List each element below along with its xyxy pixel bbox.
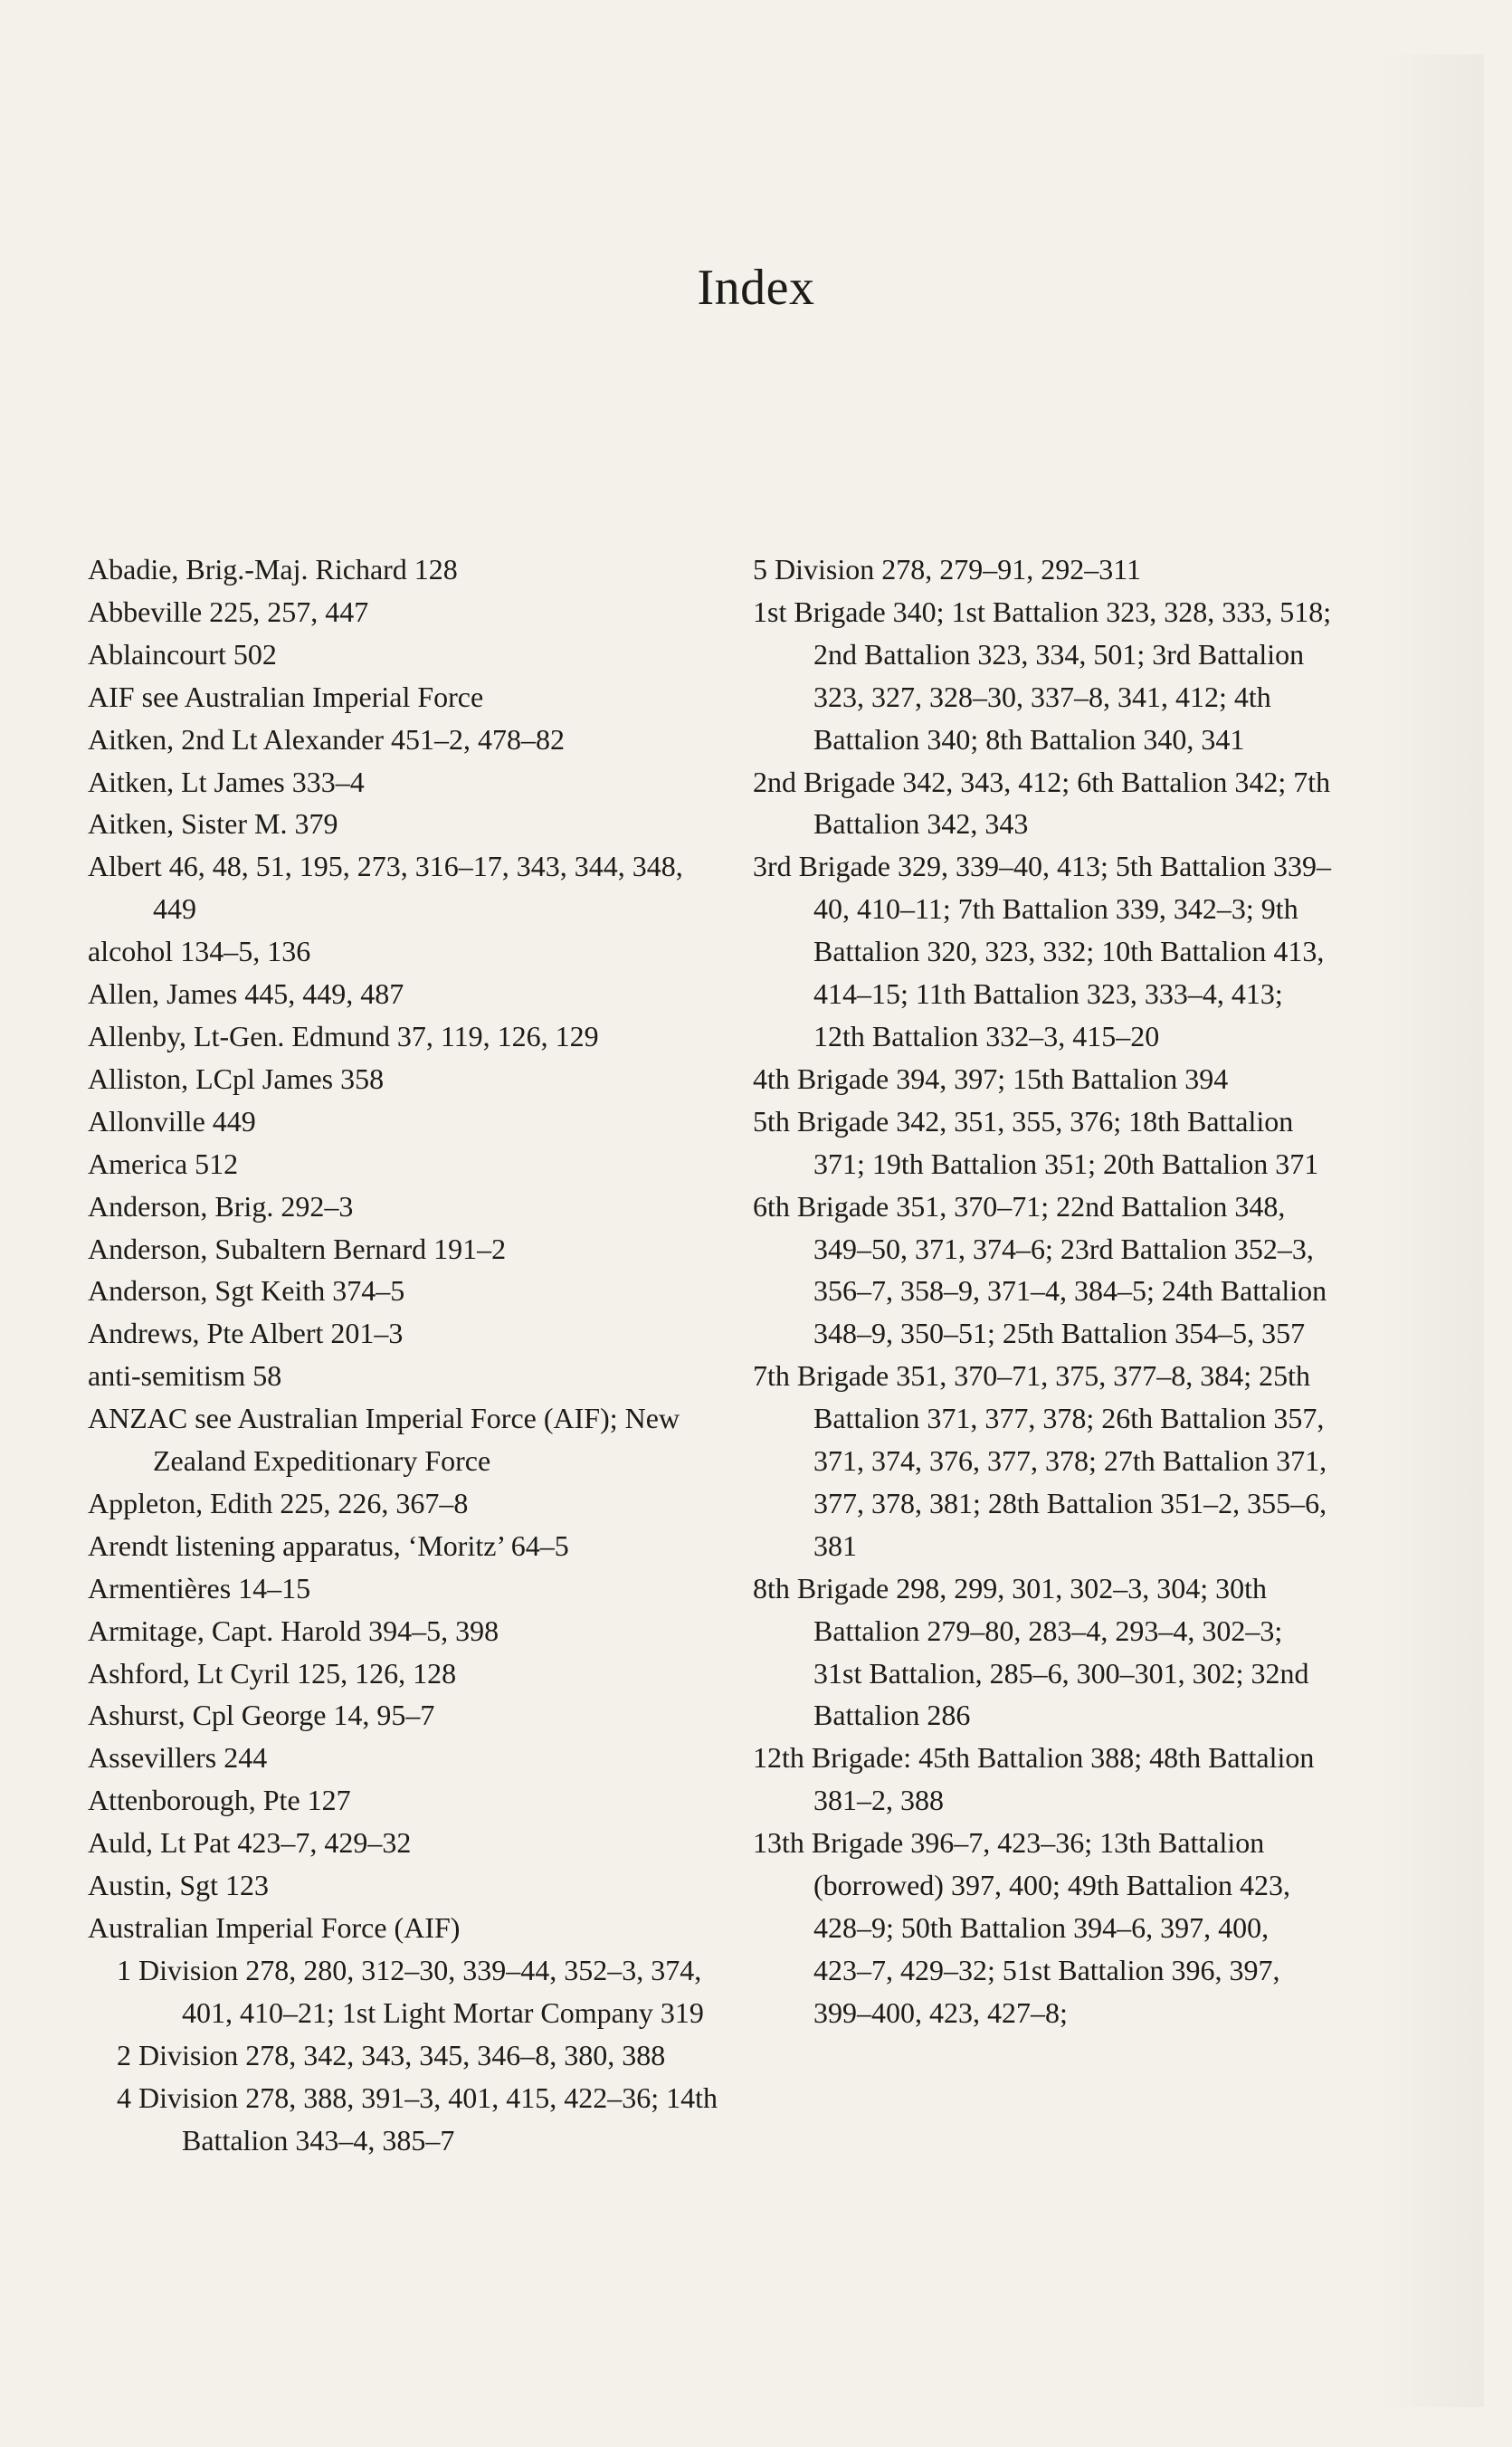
index-column-left [88, 548, 721, 2161]
index-entry: Armentières 14–15 [88, 1571, 311, 1604]
index-entry: 13th Brigade 396–7, 423–36; 13th Battalion (borrowed) 397, 400; 49th Battalion 423, 428–9; 50th Battalion 394–6, 397, 400, 423–7, 429–32; 51st Battalion 396, 397, 399–400, 423, 427–8; [753, 1826, 1291, 2029]
index-entry: Australian Imperial Force (AIF) [88, 1911, 461, 1944]
index-entry: Aitken, Lt James 333–4 [88, 765, 365, 798]
index-entry: Arendt listening apparatus, ‘Moritz’ 64–5 [88, 1528, 569, 1562]
index-entry: Alliston, LCpl James 358 [88, 1062, 385, 1095]
index-entry: Anderson, Subaltern Bernard 191–2 [88, 1232, 507, 1265]
index-entry: Austin, Sgt 123 [88, 1869, 270, 1902]
index-entry: ANZAC see Australian Imperial Force (AIF); New Zealand Expeditionary Force [88, 1402, 680, 1478]
index-entry: Ashurst, Cpl George 14, 95–7 [88, 1699, 435, 1732]
index-entry: 2nd Brigade 342, 343, 412; 6th Battalion 342; 7th Battalion 342, 343 [753, 765, 1331, 841]
index-entry: 7th Brigade 351, 370–71, 375, 377–8, 384; 25th Battalion 371, 377, 378; 26th Battalion 357, 371, 374, 376, 377, 378; 27th Battalion 371, 377, 378, 381; 28th Battalion 351–2, 355–6, 381 [753, 1359, 1327, 1562]
index-entry: Appleton, Edith 225, 226, 367–8 [88, 1486, 469, 1519]
index-entry: Ablaincourt 502 [88, 637, 277, 671]
index-entry: Anderson, Brig. 292–3 [88, 1189, 354, 1223]
index-subentry: 4 Division 278, 388, 391–3, 401, 415, 422–36; 14th Battalion 343–4, 385–7 [117, 2080, 718, 2157]
index-entry: 6th Brigade 351, 370–71; 22nd Battalion 348, 349–50, 371, 374–6; 23rd Battalion 352–3, 356–7, 358–9, 371–4, 384–5; 24th Battalion 348–9, 350–51; 25th Battalion 354–5, 357 [753, 1189, 1327, 1350]
index-entry: Anderson, Sgt Keith 374–5 [88, 1274, 405, 1308]
index-entry: alcohol 134–5, 136 [88, 935, 311, 968]
index-entry: Allenby, Lt-Gen. Edmund 37, 119, 126, 129 [88, 1019, 599, 1052]
index-entry: Aitken, 2nd Lt Alexander 451–2, 478–82 [88, 722, 566, 756]
index-entry: anti-semitism 58 [88, 1359, 282, 1393]
index-entry: Abbeville 225, 257, 447 [88, 595, 369, 628]
index-entry: Abadie, Brig.-Maj. Richard 128 [88, 553, 458, 586]
index-entry: 3rd Brigade 329, 339–40, 413; 5th Battalion 339–40, 410–11; 7th Battalion 339, 342–3; 9th Battalion 320, 323, 332; 10th Battalion 413, 414–15; 11th Battalion 323, 333–4, 413; 12th Battalion 332–3, 415–20 [753, 850, 1332, 1052]
index-entry: AIF see Australian Imperial Force [88, 680, 484, 713]
index-subentry: 1 Division 278, 280, 312–30, 339–44, 352–3, 374, 401, 410–21; 1st Light Mortar Company 319 [117, 1953, 704, 2029]
index-column-right [753, 548, 1332, 2034]
page-shadow [1375, 54, 1484, 2407]
index-entry: Attenborough, Pte 127 [88, 1784, 351, 1817]
index-entry: Ashford, Lt Cyril 125, 126, 128 [88, 1656, 457, 1690]
index-entry: 4th Brigade 394, 397; 15th Battalion 394 [753, 1062, 1229, 1095]
index-entry: Allonville 449 [88, 1104, 256, 1138]
index-entry: 12th Brigade: 45th Battalion 388; 48th Battalion 381–2, 388 [753, 1741, 1315, 1817]
index-entry: 5th Brigade 342, 351, 355, 376; 18th Battalion 371; 19th Battalion 351; 20th Battalion 371 [753, 1104, 1319, 1180]
index-entry: Allen, James 445, 449, 487 [88, 977, 404, 1011]
index-entry: Auld, Lt Pat 423–7, 429–32 [88, 1826, 412, 1860]
index-entry: Aitken, Sister M. 379 [88, 807, 338, 841]
index-entry: Albert 46, 48, 51, 195, 273, 316–17, 343, 344, 348, 449 [88, 850, 683, 926]
index-entry: Armitage, Capt. Harold 394–5, 398 [88, 1614, 499, 1647]
index-entry: America 512 [88, 1147, 239, 1180]
index-entry: 1st Brigade 340; 1st Battalion 323, 328, 333, 518; 2nd Battalion 323, 334, 501; 3rd Battalion 323, 327, 328–30, 337–8, 341, 412; 4th Battalion 340; 8th Battalion 340, 341 [753, 595, 1332, 756]
index-subentries [88, 1949, 721, 2162]
index-entry: 8th Brigade 298, 299, 301, 302–3, 304; 30th Battalion 279–80, 283–4, 293–4, 302–3; 31st Battalion, 285–6, 300–301, 302; 32nd Battalion 286 [753, 1571, 1309, 1732]
index-entry: 5 Division 278, 279–91, 292–311 [753, 553, 1142, 586]
index-entry: Andrews, Pte Albert 201–3 [88, 1317, 404, 1350]
index-entry: Assevillers 244 [88, 1741, 268, 1775]
page-title: Index [697, 260, 815, 316]
index-subentry: 2 Division 278, 342, 343, 345, 346–8, 380, 388 [117, 2038, 666, 2071]
